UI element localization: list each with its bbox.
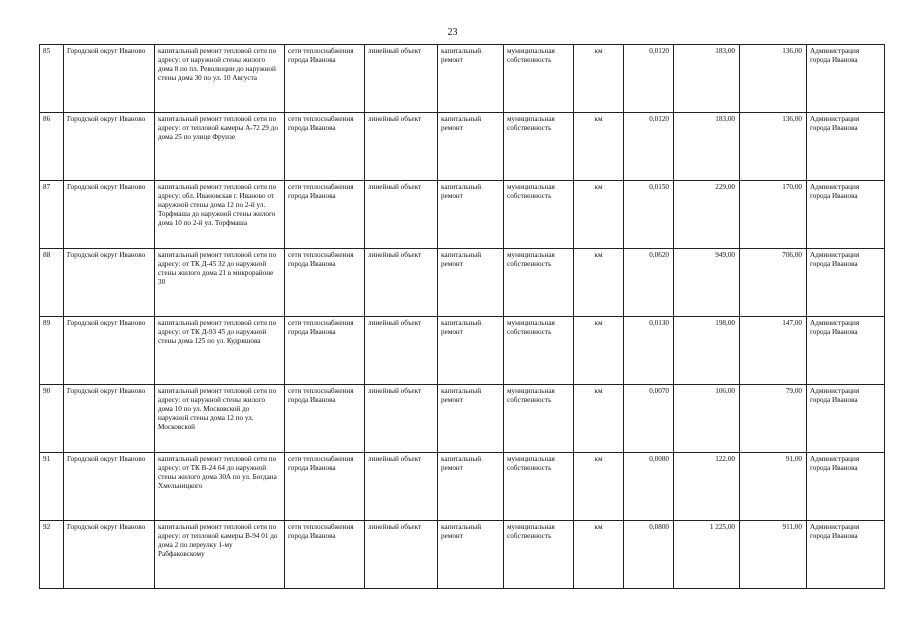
length-cell: 0,0150	[624, 181, 674, 249]
object-type-cell: линейный объект	[365, 113, 438, 181]
length-cell: 0,0120	[624, 113, 674, 181]
organization-cell: Администрация города Иванова	[807, 521, 885, 589]
object-type-cell: линейный объект	[365, 385, 438, 453]
cost-funding-cell: 706,00	[740, 249, 807, 317]
unit-cell: км	[574, 45, 624, 113]
object-type-cell: линейный объект	[365, 453, 438, 521]
organization-cell: Администрация города Иванова	[807, 45, 885, 113]
cost-total-cell: 122,00	[674, 453, 740, 521]
length-cell: 0,0080	[624, 453, 674, 521]
cost-funding-cell: 136,00	[740, 113, 807, 181]
work-type-cell: капитальный ремонт	[438, 317, 504, 385]
object-type-cell: линейный объект	[365, 249, 438, 317]
description-cell: капитальный ремонт тепловой сети по адресу: от ТК В-24 64 до наружной стены жилого дома 30А по ул. Богдана Хмельницкого	[155, 453, 285, 521]
network-cell: сети теплоснабжения города Иванова	[285, 317, 365, 385]
network-cell: сети теплоснабжения города Иванова	[285, 385, 365, 453]
registry-table	[39, 44, 885, 589]
length-cell: 0,0070	[624, 385, 674, 453]
territory-cell: Городской округ Иваново	[64, 45, 155, 113]
network-cell: сети теплоснабжения города Иванова	[285, 113, 365, 181]
row-number: 85	[40, 45, 64, 113]
registry-body	[40, 45, 885, 589]
object-type-cell: линейный объект	[365, 317, 438, 385]
cost-funding-cell: 91,00	[740, 453, 807, 521]
unit-cell: км	[574, 113, 624, 181]
territory-cell: Городской округ Иваново	[64, 453, 155, 521]
table-row	[40, 113, 885, 181]
cost-total-cell: 949,00	[674, 249, 740, 317]
unit-cell: км	[574, 249, 624, 317]
table-row	[40, 385, 885, 453]
length-cell: 0,0120	[624, 45, 674, 113]
ownership-cell: муниципальная собственность	[504, 317, 574, 385]
network-cell: сети теплоснабжения города Иванова	[285, 181, 365, 249]
ownership-cell: муниципальная собственность	[504, 453, 574, 521]
territory-cell: Городской округ Иваново	[64, 521, 155, 589]
cost-total-cell: 183,00	[674, 113, 740, 181]
unit-cell: км	[574, 385, 624, 453]
network-cell: сети теплоснабжения города Иванова	[285, 45, 365, 113]
cost-total-cell: 198,00	[674, 317, 740, 385]
row-number: 86	[40, 113, 64, 181]
territory-cell: Городской округ Иваново	[64, 249, 155, 317]
network-cell: сети теплоснабжения города Иванова	[285, 249, 365, 317]
description-cell: капитальный ремонт тепловой сети по адресу: обл. Ивановская г. Иваново от наружной стены дома 12 по 2-й ул. Торфмаша до наружной стены жилого дома 10 по 2-й ул. Торфмаша	[155, 181, 285, 249]
table-row	[40, 181, 885, 249]
organization-cell: Администрация города Иванова	[807, 453, 885, 521]
cost-total-cell: 183,00	[674, 45, 740, 113]
organization-cell: Администрация города Иванова	[807, 385, 885, 453]
cost-total-cell: 229,00	[674, 181, 740, 249]
row-number: 87	[40, 181, 64, 249]
cost-total-cell: 106,00	[674, 385, 740, 453]
table-row	[40, 249, 885, 317]
unit-cell: км	[574, 453, 624, 521]
cost-funding-cell: 147,00	[740, 317, 807, 385]
row-number: 88	[40, 249, 64, 317]
description-cell: капитальный ремонт тепловой сети по адресу: от тепловой камеры А-72 29 до дома 25 по улице Фрунзе	[155, 113, 285, 181]
object-type-cell: линейный объект	[365, 521, 438, 589]
row-number: 90	[40, 385, 64, 453]
length-cell: 0,0620	[624, 249, 674, 317]
organization-cell: Администрация города Иванова	[807, 249, 885, 317]
table-row	[40, 521, 885, 589]
network-cell: сети теплоснабжения города Иванова	[285, 453, 365, 521]
ownership-cell: муниципальная собственность	[504, 113, 574, 181]
unit-cell: км	[574, 181, 624, 249]
ownership-cell: муниципальная собственность	[504, 181, 574, 249]
territory-cell: Городской округ Иваново	[64, 181, 155, 249]
ownership-cell: муниципальная собственность	[504, 249, 574, 317]
work-type-cell: капитальный ремонт	[438, 249, 504, 317]
description-cell: капитальный ремонт тепловой сети по адресу: от ТК Д-45 32 до наружной стены жилого дома 21 в микрорайоне 30	[155, 249, 285, 317]
description-cell: капитальный ремонт тепловой сети по адресу: от ТК Д-93 45 до наружной стены дома 125 по ул. Кудряшова	[155, 317, 285, 385]
cost-funding-cell: 79,00	[740, 385, 807, 453]
territory-cell: Городской округ Иваново	[64, 317, 155, 385]
ownership-cell: муниципальная собственность	[504, 45, 574, 113]
cost-funding-cell: 911,00	[740, 521, 807, 589]
organization-cell: Администрация города Иванова	[807, 113, 885, 181]
description-cell: капитальный ремонт тепловой сети по адресу: от наружной стены жилого дома 8 по пл. Революции до наружной стены дома 30 по ул. 10 Августа	[155, 45, 285, 113]
work-type-cell: капитальный ремонт	[438, 113, 504, 181]
cost-total-cell: 1 225,00	[674, 521, 740, 589]
object-type-cell: линейный объект	[365, 45, 438, 113]
network-cell: сети теплоснабжения города Иванова	[285, 521, 365, 589]
organization-cell: Администрация города Иванова	[807, 181, 885, 249]
table-row	[40, 45, 885, 113]
ownership-cell: муниципальная собственность	[504, 521, 574, 589]
row-number: 89	[40, 317, 64, 385]
ownership-cell: муниципальная собственность	[504, 385, 574, 453]
object-type-cell: линейный объект	[365, 181, 438, 249]
organization-cell: Администрация города Иванова	[807, 317, 885, 385]
work-type-cell: капитальный ремонт	[438, 453, 504, 521]
page-number: 23	[447, 27, 458, 38]
cost-funding-cell: 170,00	[740, 181, 807, 249]
work-type-cell: капитальный ремонт	[438, 45, 504, 113]
territory-cell: Городской округ Иваново	[64, 113, 155, 181]
row-number: 91	[40, 453, 64, 521]
row-number: 92	[40, 521, 64, 589]
description-cell: капитальный ремонт тепловой сети по адресу: от тепловой камеры В-94 01 до дома 2 по переулку 1-му Рабфаковскому	[155, 521, 285, 589]
length-cell: 0,0130	[624, 317, 674, 385]
work-type-cell: капитальный ремонт	[438, 521, 504, 589]
work-type-cell: капитальный ремонт	[438, 385, 504, 453]
table-row	[40, 317, 885, 385]
cost-funding-cell: 136,00	[740, 45, 807, 113]
length-cell: 0,0800	[624, 521, 674, 589]
work-type-cell: капитальный ремонт	[438, 181, 504, 249]
description-cell: капитальный ремонт тепловой сети по адресу: от наружной стены жилого дома 10 по ул. Московской до наружной стены дома 12 по ул. Московской	[155, 385, 285, 453]
table-row	[40, 453, 885, 521]
unit-cell: км	[574, 521, 624, 589]
unit-cell: км	[574, 317, 624, 385]
territory-cell: Городской округ Иваново	[64, 385, 155, 453]
